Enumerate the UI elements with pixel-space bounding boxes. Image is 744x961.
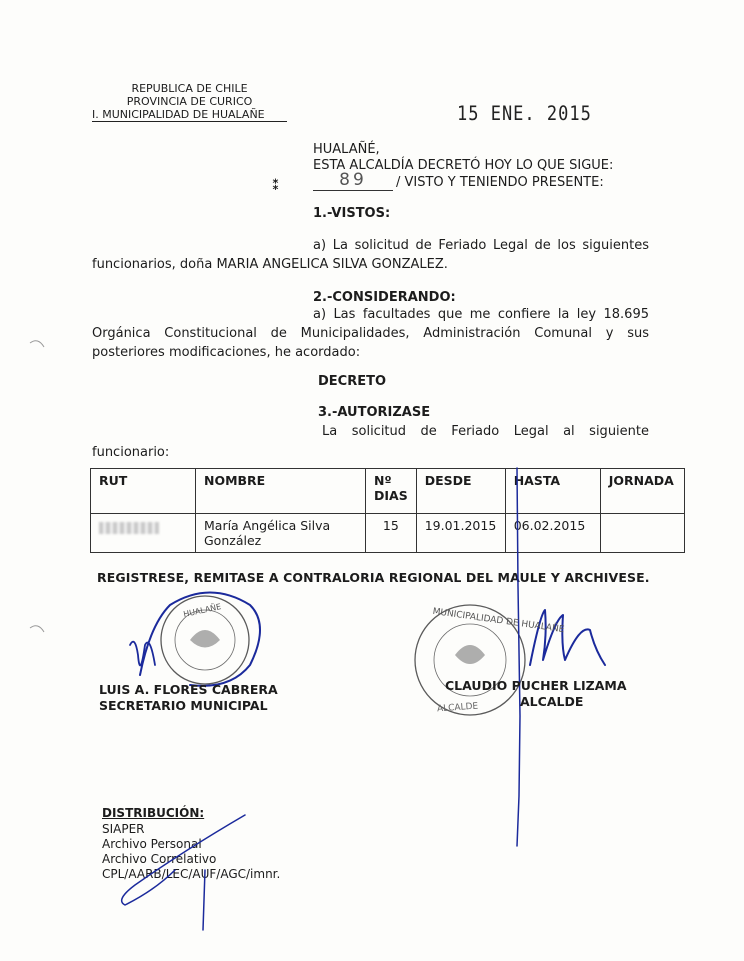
binder-hole-icon bbox=[28, 620, 48, 640]
decreto-line: ESTA ALCALDÍA DECRETÓ HOY LO QUE SIGUE: bbox=[313, 158, 614, 173]
binder-hole-icon bbox=[28, 335, 48, 355]
visto-line: / VISTO Y TENIENDO PRESENTE: bbox=[396, 175, 604, 190]
distribucion-heading: DISTRIBUCIÓN: bbox=[102, 806, 205, 820]
list-item: SIAPER bbox=[102, 822, 145, 836]
vistos-text: a) La solicitud de Feriado Legal de los siguientes funcionarios, doña MARIA ANGELICA SILVA GONZALEZ. bbox=[92, 238, 649, 272]
vistos-heading: 1.-VISTOS: bbox=[313, 206, 391, 221]
redaction-mark bbox=[99, 522, 159, 534]
initials-signature-icon bbox=[95, 810, 265, 935]
right-signer-name: CLAUDIO PUCHER LIZAMA bbox=[445, 678, 627, 693]
considerando-text: a) Las facultades que me confiere la ley 18.695 Orgánica Constitucional de Municipalidades, Administración Comunal y sus posteriores modificaciones, he acordado: bbox=[92, 307, 649, 360]
cell-rut-redacted bbox=[91, 514, 196, 553]
table-header-row bbox=[91, 469, 685, 514]
col-nombre: NOMBRE bbox=[196, 469, 366, 514]
margin-mark: ⁑ bbox=[272, 178, 280, 194]
cell-nombre: María Angélica Silva González bbox=[196, 514, 366, 553]
cell-dias: 15 bbox=[366, 514, 417, 553]
col-hasta: HASTA bbox=[505, 469, 600, 514]
col-jornada: JORNADA bbox=[600, 469, 684, 514]
list-item: Archivo Personal bbox=[102, 837, 202, 851]
col-dias: Nº DIAS bbox=[366, 469, 417, 514]
col-rut: RUT bbox=[91, 469, 196, 514]
feriado-table bbox=[90, 468, 685, 553]
left-signer-name: LUIS A. FLORES CABRERA bbox=[99, 682, 278, 697]
list-item: CPL/AARB/LEC/AUF/AGC/imnr. bbox=[102, 867, 281, 881]
date-stamp: 15 ENE. 2015 bbox=[457, 102, 592, 126]
closing-line: REGISTRESE, REMITASE A CONTRALORIA REGIONAL DEL MAULE Y ARCHIVESE. bbox=[97, 570, 650, 585]
right-seal-bottom-text: ALCALDE bbox=[436, 701, 479, 715]
right-seal-text: MUNICIPALIDAD DE HUALAÑE bbox=[431, 606, 565, 636]
cell-jornada bbox=[600, 514, 684, 553]
header-municipality: I. MUNICIPALIDAD DE HUALAÑE bbox=[92, 108, 287, 122]
left-seal-text: HUALAÑE bbox=[182, 602, 223, 619]
place-line: HUALAÑÉ, bbox=[313, 142, 380, 157]
right-signer-title: ALCALDE bbox=[520, 694, 584, 709]
table-row bbox=[91, 514, 685, 553]
autorizase-heading: 3.-AUTORIZASE bbox=[318, 405, 431, 420]
cell-hasta: 06.02.2015 bbox=[505, 514, 600, 553]
autorizase-text: La solicitud de Feriado Legal al siguiente funcionario: bbox=[92, 424, 649, 460]
decreto-heading: DECRETO bbox=[318, 374, 387, 389]
cell-desde: 19.01.2015 bbox=[416, 514, 505, 553]
header-country: REPUBLICA DE CHILE bbox=[131, 82, 248, 95]
decree-number: 89 bbox=[313, 170, 393, 191]
considerando-heading: 2.-CONSIDERANDO: bbox=[313, 290, 456, 305]
list-item: Archivo Correlativo bbox=[102, 852, 217, 866]
header-province: PROVINCIA DE CURICO bbox=[126, 95, 253, 108]
left-signer-title: SECRETARIO MUNICIPAL bbox=[99, 698, 268, 713]
col-desde: DESDE bbox=[416, 469, 505, 514]
